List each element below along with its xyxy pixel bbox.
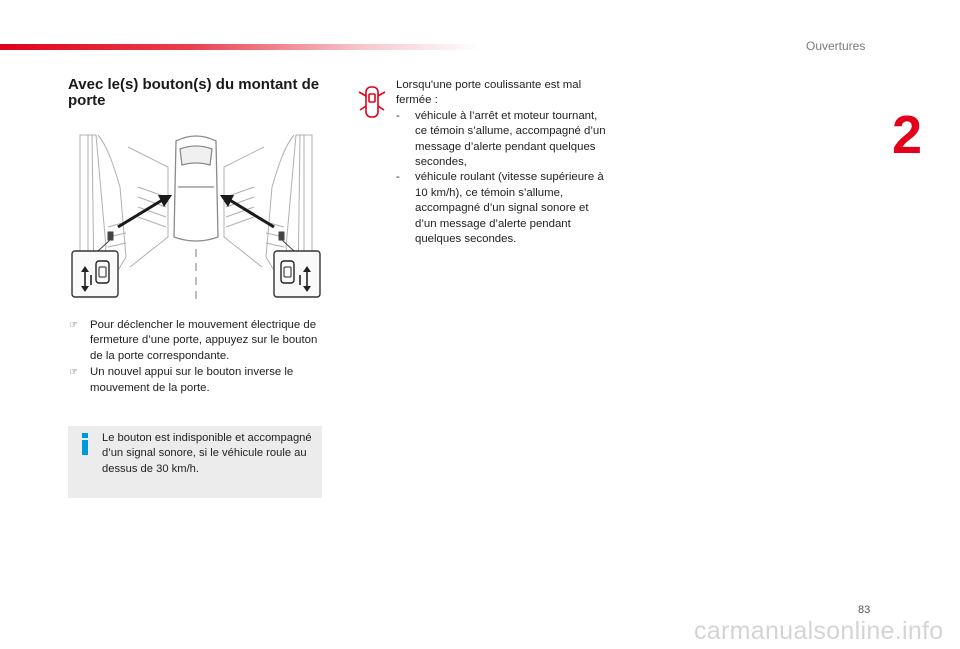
chapter-number: 2 (892, 105, 923, 165)
page-number: 83 (858, 604, 871, 616)
watermark: carmanualsonline.info (694, 617, 944, 645)
list-item-text: Pour déclencher le mouvement électrique de fermeture d’une porte, appuyez sur le bouton de la porte correspondante. (90, 319, 318, 362)
door-open-warning-icon (356, 84, 388, 120)
list-item (68, 365, 328, 396)
list-item (68, 318, 328, 364)
list-item-text: véhicule à l’arrêt et moteur tournant, ce témoin s’allume, accompagné d’un message d’alerte pendant quelques secondes, (415, 109, 606, 169)
hand-pointer-icon: ☞ (69, 367, 78, 379)
section-title: Ouvertures (806, 39, 866, 53)
list-item (396, 170, 608, 247)
list-item (396, 109, 608, 171)
list-item-text: véhicule roulant (vitesse supérieure à 10 km/h), ce témoin s’allume, accompagné d’un signal sonore et d’un message d’alerte pendant quelques secondes. (415, 171, 604, 246)
info-box (68, 426, 322, 498)
warning-intro: Lorsqu'une porte coulissante est mal fermée : (396, 79, 582, 107)
section-heading: Avec le(s) bouton(s) du montant de porte (68, 76, 320, 109)
top-accent-bar (0, 44, 480, 50)
list-item-text: Un nouvel appui sur le bouton inverse le mouvement de la porte. (90, 366, 294, 394)
instruction-list (68, 318, 328, 397)
info-text: Le bouton est indisponible et accompagné d’un signal sonore, si le véhicule roule au dessus de 30 km/h. (102, 432, 312, 475)
dash-marker: - (396, 109, 400, 122)
dash-marker: - (396, 171, 400, 184)
warning-description (396, 78, 608, 247)
hand-pointer-icon: ☞ (69, 320, 78, 331)
info-icon (78, 433, 92, 455)
door-button-illustration (68, 127, 324, 309)
